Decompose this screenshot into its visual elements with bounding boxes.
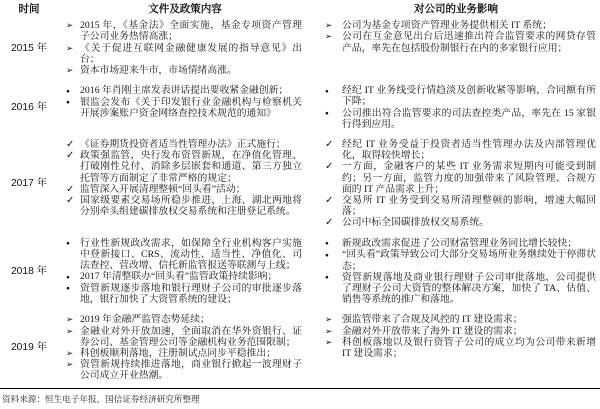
bottom-rule-divider <box>0 388 600 389</box>
check-bullet-icon: ✓ <box>325 139 334 151</box>
dot-bullet-icon: ● <box>66 240 70 248</box>
impact-cell <box>312 314 600 381</box>
impact-item-text: 资管新规落地及商业银行理财子公司审批落地，公司提供了理财子公司大资管的整体解决方案，加快了 TA、估值、销售等系统的推广和落地。 <box>342 271 596 306</box>
impact-item <box>318 85 596 107</box>
table-body <box>0 20 600 381</box>
arrow-bullet-icon: ➢ <box>66 42 74 53</box>
check-bullet-icon: ✓ <box>325 161 334 173</box>
check-bullet-icon: ✓ <box>66 150 75 162</box>
impact-item <box>318 314 596 325</box>
policy-item-text: 资管新规持续推进落地，商业银行掀起一波理财子公司成立开业热潮。 <box>80 359 302 382</box>
policy-item <box>58 271 302 283</box>
impact-item <box>318 195 596 217</box>
policy-item <box>58 43 302 65</box>
arrow-bullet-icon: ➢ <box>66 65 74 76</box>
policy-item-text: 科创板顺利落地，注册制试点同步平稳推出； <box>80 347 276 359</box>
policy-item <box>58 85 302 97</box>
dot-bullet-icon: ● <box>325 251 329 259</box>
policy-item <box>58 314 302 325</box>
dot-bullet-icon: ● <box>66 285 70 293</box>
impact-item-text: 公司在互金意见出台后迅速推出符合监管要求的网贷存管产品，率先在包括股份制银行在内的多家银行应用； <box>342 31 596 54</box>
impact-item <box>318 31 596 53</box>
policy-cell <box>58 139 312 229</box>
policy-item <box>58 139 302 150</box>
source-note: 资料来源：恒生电子年报，国信证券经济研究所整理 <box>2 393 200 404</box>
dot-bullet-icon: ● <box>66 87 70 95</box>
impact-item <box>318 20 596 31</box>
policy-item-text: 资管新规逐步落地和银行理财子公司的审批逐步落地，银行加快了大资管系统的建设； <box>80 282 302 306</box>
check-bullet-icon: ✓ <box>325 195 334 207</box>
policy-item <box>58 359 302 381</box>
impact-item-text: 经纪 IT 业务受益于投资者适当性管理办法及内部管理优化，取得较快增长； <box>342 139 596 162</box>
impact-cell <box>312 139 600 229</box>
impact-item <box>318 272 596 306</box>
dot-bullet-icon: ● <box>325 110 329 118</box>
check-bullet-icon: ✓ <box>325 217 334 229</box>
year-label: 2018 年 <box>10 265 48 277</box>
policy-item-text: 2016 年肖刚主席发表讲话提出要收紧金融创新； <box>80 85 289 97</box>
year-label: 2019 年 <box>10 342 48 354</box>
impact-cell <box>312 85 600 130</box>
impact-item-text: 金融对外开放带来了海外 IT 建设的需求； <box>342 325 523 337</box>
policy-item <box>58 348 302 359</box>
arrow-bullet-icon: ➢ <box>66 20 74 31</box>
arrow-bullet-icon: ➢ <box>325 31 333 42</box>
table-row <box>0 20 600 76</box>
impact-cell <box>312 238 600 306</box>
impact-item <box>318 238 596 250</box>
impact-item <box>318 139 596 161</box>
policy-item-text: 《关于促进互联网金融健康发展的指导意见》出台； <box>80 42 302 65</box>
impact-item-text: 公司推出符合监管要求的司法查控类产品，率先在 15 家银行得到应用。 <box>342 107 596 130</box>
policy-item <box>58 184 302 195</box>
policy-item-text: 资本市场迎来牛市，市场情绪高涨。 <box>80 65 237 77</box>
header-impact: 对公司的业务影响 <box>414 4 498 15</box>
impact-cell <box>312 20 600 76</box>
dot-bullet-icon: ● <box>325 240 329 248</box>
year-label: 2016 年 <box>10 102 48 114</box>
policy-item <box>58 283 302 305</box>
year-label: 2015 年 <box>10 42 48 54</box>
policy-item <box>58 150 302 184</box>
policy-cell <box>58 314 312 381</box>
impact-item-text: 公司为基金专项资产管理业务提供相关 IT 系统； <box>342 20 552 32</box>
check-bullet-icon: ✓ <box>66 183 75 195</box>
dot-bullet-icon: ● <box>325 274 329 282</box>
policy-item-text: 2019 年金融严监管态势延续； <box>80 314 210 326</box>
impact-item <box>318 326 596 337</box>
dot-bullet-icon: ● <box>66 273 70 281</box>
table-row <box>0 238 600 306</box>
impact-item <box>318 161 596 195</box>
policy-item-text: 《证券期货投资者适当性管理办法》正式施行； <box>80 139 286 151</box>
table-row <box>0 85 600 130</box>
year-label: 2017 年 <box>10 178 48 190</box>
impact-item-text: 公司中标全国碳排放权交易系统。 <box>342 217 489 229</box>
dot-bullet-icon: ● <box>325 87 329 95</box>
policy-item-text: 监管深入开展清理整顿“回头看”活动； <box>80 183 246 195</box>
arrow-bullet-icon: ➢ <box>66 325 74 336</box>
impact-item-text: 新规政改需求促进了公司财富管理业务同比增长较快； <box>342 237 578 249</box>
table-row <box>0 314 600 381</box>
policy-item-text: 行业性新规政改需求，如保障全行业机构客户实施中登新接口、CRS、流动性、适当性、净值化、司法查控、营改增、信托新监管报送等联测与上线； <box>80 237 302 272</box>
arrow-bullet-icon: ➢ <box>325 20 333 31</box>
check-bullet-icon: ✓ <box>66 139 75 151</box>
table-row <box>0 139 600 229</box>
policy-cell <box>58 20 312 76</box>
impact-item-text: 强监管带来了合规及风控的 IT 建设需求； <box>342 314 523 326</box>
impact-item <box>318 217 596 228</box>
policy-item-text: 国家级要素交易场所稳步推进，上海、湖北两地将分别牵头组建碳排放权交易系统和注册登记系统。 <box>80 195 302 218</box>
arrow-bullet-icon: ➢ <box>325 325 333 336</box>
policy-item <box>58 65 302 76</box>
policy-item <box>58 20 302 42</box>
policy-item-text: 2015 年，《基金法》全面实施，基金专项资产管理子公司业务热情高涨； <box>80 20 302 43</box>
policy-item <box>58 238 302 272</box>
policy-item <box>58 326 302 348</box>
policy-item-text: 金融业对外开放加速，全面取消在华外资银行、证券公司、基金管理公司等金融机构业务范围限制； <box>80 325 302 348</box>
impact-item-text: 一方面，金融客户的某些 IT 业务需求短期内可能受到制约；另一方面，监管力度的加强带来了风险管理、合规方面的 IT 产品需求上升； <box>342 161 596 195</box>
arrow-bullet-icon: ➢ <box>325 314 333 325</box>
policy-item-text: 2017 年清整联办“回头看”监管政策持续影响； <box>80 271 278 283</box>
impact-item <box>318 249 596 271</box>
policy-item-text: 政策强监管，央行发布资管新规，在净值化管理、打破刚性兑付、消除多层嵌套和通道、第三方独立托管等方面制定了非常严格的规定； <box>80 150 302 184</box>
policy-item <box>58 195 302 217</box>
policy-cell <box>58 238 312 306</box>
policy-item <box>58 97 302 119</box>
policy-cell <box>58 85 312 130</box>
arrow-bullet-icon: ➢ <box>66 314 74 325</box>
impact-item-text: 科创板落地以及银行资管子公司的成立均为公司带来新增 IT 建设需求； <box>342 336 596 359</box>
impact-item <box>318 108 596 130</box>
arrow-bullet-icon: ➢ <box>66 359 74 370</box>
header-policy: 文件及政策内容 <box>148 4 222 15</box>
table-header <box>0 0 600 15</box>
impact-item-text: 经纪 IT 业务线受行情趋淡及创新收紧等影响，合同额有所下降； <box>342 85 596 108</box>
impact-item <box>318 337 596 359</box>
impact-item-text: “回头看”政策导致公司大部分交易场所业务继续处于停滞状态； <box>342 249 596 272</box>
arrow-bullet-icon: ➢ <box>66 347 74 358</box>
policy-item-text: 银监会发布《关于印发银行业金融机构与检察机关开展涉案账户资金网络查控技术规范的通知》 <box>80 96 302 120</box>
impact-item-text: 交易所 IT 业务受到交易所清理整顿的影响，增速大幅回落； <box>342 195 596 218</box>
dot-bullet-icon: ● <box>66 99 70 107</box>
arrow-bullet-icon: ➢ <box>325 336 333 347</box>
header-time: 时间 <box>18 4 40 15</box>
check-bullet-icon: ✓ <box>66 195 75 207</box>
